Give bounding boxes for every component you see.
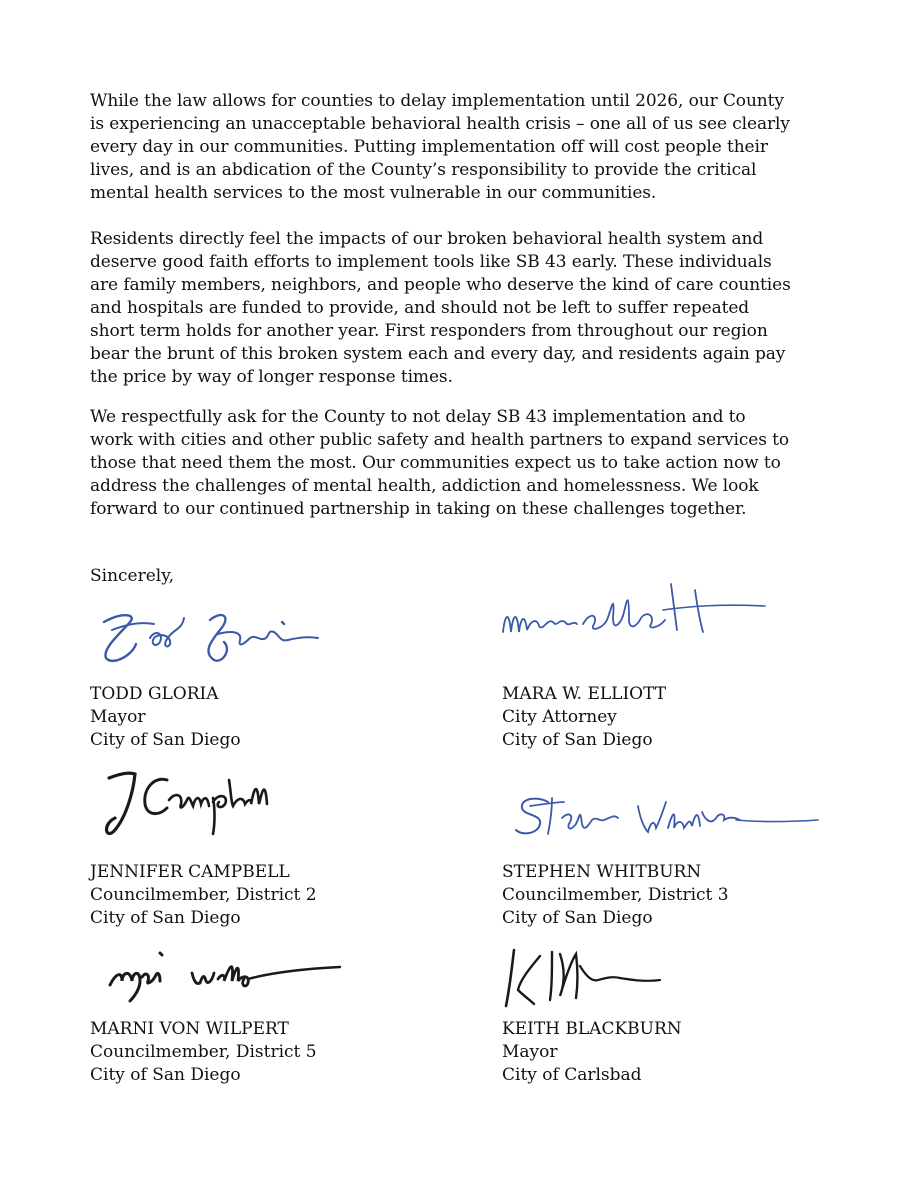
signatory-3 [90, 861, 317, 930]
text-line: work with cities and other public safety and health partners to expand services to [90, 430, 790, 450]
signatory-5 [90, 1018, 317, 1087]
text-line: those that need them the most. Our communities expect us to take action now to [90, 453, 781, 473]
signatory-name: TODD GLORIA [90, 684, 219, 704]
text-line: lives, and is an abdication of the County’s responsibility to provide the critical [90, 160, 757, 180]
signatory-org: City of San Diego [502, 730, 653, 750]
signatory-org: City of San Diego [90, 1065, 241, 1085]
signatory-org: City of San Diego [90, 908, 241, 928]
signatory-title: City Attorney [502, 707, 617, 727]
signatory-title: Councilmember, District 5 [90, 1042, 317, 1062]
signatory-4 [502, 861, 729, 930]
signatory-title: Mayor [502, 1042, 558, 1062]
signatory-name: MARNI VON WILPERT [90, 1019, 289, 1039]
signatory-org: City of San Diego [90, 730, 241, 750]
text-line: We respectfully ask for the County to not delay SB 43 implementation and to [90, 407, 746, 427]
text-line: bear the brunt of this broken system each and every day, and residents again pay [90, 344, 786, 364]
signature-mara-elliott [495, 570, 775, 655]
signature-stephen-whitburn [508, 788, 828, 848]
signature-marni-von-wilpert [100, 945, 350, 1005]
signatory-org: City of Carlsbad [502, 1065, 642, 1085]
signatory-org: City of San Diego [502, 908, 653, 928]
signatory-name: JENNIFER CAMPBELL [90, 862, 290, 882]
text-line: deserve good faith efforts to implement tools like SB 43 early. These individuals [90, 252, 772, 272]
signature-jennifer-campbell [95, 758, 285, 843]
signatory-1 [90, 683, 241, 752]
signatory-name: STEPHEN WHITBURN [502, 862, 702, 882]
signature-keith-blackburn [500, 936, 680, 1011]
text-line: the price by way of longer response times. [90, 367, 453, 387]
body-paragraph-1 [90, 90, 835, 205]
closing-salutation: Sincerely, [90, 566, 174, 586]
signatory-title: Councilmember, District 3 [502, 885, 729, 905]
text-line: short term holds for another year. First responders from throughout our region [90, 321, 768, 341]
signatory-2 [502, 683, 666, 752]
text-line: every day in our communities. Putting implementation off will cost people their [90, 137, 768, 157]
text-line: Residents directly feel the impacts of our broken behavioral health system and [90, 229, 764, 249]
signatory-name: KEITH BLACKBURN [502, 1019, 682, 1039]
text-line: address the challenges of mental health, addiction and homelessness. We look [90, 476, 759, 496]
body-paragraph-2 [90, 228, 835, 389]
signatory-6 [502, 1018, 682, 1087]
text-line: is experiencing an unacceptable behavioral health crisis – one all of us see clearly [90, 114, 790, 134]
body-paragraph-3 [90, 406, 835, 521]
signatory-title: Councilmember, District 2 [90, 885, 317, 905]
text-line: and hospitals are funded to provide, and should not be left to suffer repeated [90, 298, 750, 318]
text-line: While the law allows for counties to delay implementation until 2026, our County [90, 91, 784, 111]
signatory-title: Mayor [90, 707, 146, 727]
text-line: are family members, neighbors, and people who deserve the kind of care counties [90, 275, 791, 295]
signatory-name: MARA W. ELLIOTT [502, 684, 667, 704]
text-line: forward to our continued partnership in taking on these challenges together. [90, 499, 747, 519]
signature-todd-gloria [92, 600, 332, 670]
text-line: mental health services to the most vulnerable in our communities. [90, 183, 657, 203]
